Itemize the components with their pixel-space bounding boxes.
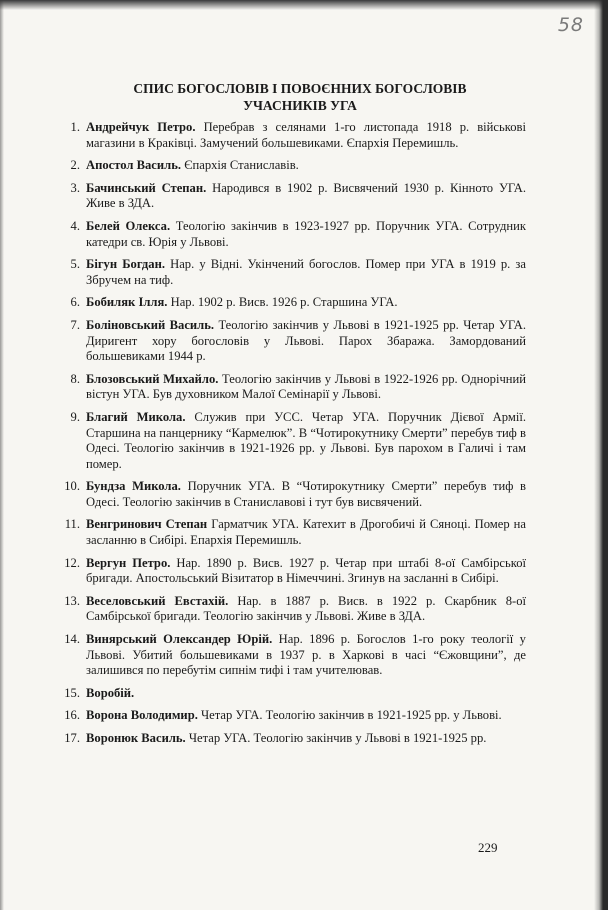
entry-number: 6. xyxy=(70,295,80,310)
entry-name: Бігун Богдан. xyxy=(86,257,165,272)
entry-name: Ворона Володимир. xyxy=(86,708,198,723)
entry-number: 13. xyxy=(64,593,80,608)
entry-text: Нар. 1896 р. Богослов 1-го року теології у Львові. Убитий большевиками в 1937 р. в Харкові в часі “Єжовщини”, де залишився по перебутім сипнім тифі і там учителював. xyxy=(86,632,526,678)
list-item xyxy=(46,632,526,679)
scan-edge-left xyxy=(0,0,4,910)
entry-number: 3. xyxy=(70,180,80,195)
list-item xyxy=(46,181,526,212)
entry-name: Бобиляк Ілля. xyxy=(86,295,168,310)
entry-text: Гарматчик УГА. Катехит в Дрогобичі й Сяноці. Помер на засланню в Сибірі. Епархія Перемишль. xyxy=(86,517,526,548)
entry-number: 17. xyxy=(64,731,80,745)
list-item xyxy=(46,708,526,724)
list-item xyxy=(46,410,526,472)
entry-number: 16. xyxy=(64,708,80,723)
title-line-2: УЧАСНИКІВ УГА xyxy=(243,98,357,113)
entry-name: Воробій. xyxy=(86,685,135,700)
entry-name: Веселовський Евстахій. xyxy=(86,593,229,608)
entry-text: Нар. 1890 р. Висв. 1927 р. Четар при штабі 8-ої Самбірської бригади. Апостольський Візитатор в Німеччині. Згинув на засланні в Сибірі. xyxy=(86,555,526,586)
entry-name: Венгринович Степан xyxy=(86,517,208,532)
list-item xyxy=(46,594,526,625)
entry-text: Служив при УСС. Четар УГА. Поручник Дієвої Армії. Старшина на панцернику “Кармелюк”. В “Чотирокутнику Смерти” перебув тиф в Одесі. Теологію закінчив в 1921-1926 рр. у Львові. Був парохом в Галичі і там помер. xyxy=(86,409,526,471)
list-item xyxy=(46,158,526,174)
entry-text: Теологію закінчив в 1923-1927 рр. Поручник УГА. Сотрудник катедри св. Юрія у Львові. xyxy=(86,218,526,249)
page-number: 229 xyxy=(478,840,498,855)
list-item xyxy=(46,731,526,747)
entry-number: 1. xyxy=(70,120,80,134)
list-item xyxy=(46,257,526,288)
entry-name: Блозовський Михайло. xyxy=(86,371,219,386)
list-item xyxy=(46,556,526,587)
entry-name: Андрейчук Петро. xyxy=(86,120,196,134)
entry-name: Вергун Петро. xyxy=(86,555,171,570)
entry-name: Бачинський Степан. xyxy=(86,180,207,195)
entry-text: Теологію закінчив у Львові в 1922-1926 рр. Однорічний вістун УГА. Був духовником Малої Семінарії у Львові. xyxy=(86,371,527,402)
entry-name: Винярський Олександер Юрій. xyxy=(86,632,273,647)
list-item xyxy=(46,295,526,311)
title-line-1: СПИС БОГОСЛОВІВ І ПОВОЄННИХ БОГОСЛОВІВ xyxy=(133,81,467,96)
entry-text: Нар. у Відні. Укінчений богослов. Помер при УГА в 1919 р. за Збручем на тиф. xyxy=(86,257,526,287)
entry-number: 12. xyxy=(64,555,80,570)
entry-number: 10. xyxy=(64,479,80,494)
entry-list xyxy=(46,120,526,754)
list-item xyxy=(46,517,526,548)
scan-edge-right xyxy=(594,0,608,910)
entry-text: Єпархія Станиславів. xyxy=(184,158,299,173)
entry-number: 8. xyxy=(70,371,80,386)
entry-text: Народився в 1902 р. Висвячений 1930 р. Кінното УГА. Живе в ЗДА. xyxy=(86,180,527,211)
entry-number: 5. xyxy=(70,257,80,272)
handwritten-page-number: 58 xyxy=(557,14,584,36)
list-item xyxy=(46,372,526,403)
entry-text: Нар. в 1887 р. Висв. в 1922 р. Скарбник 8-ої Самбірської бригади. Теологію закінчив у Львові. Живе в ЗДА. xyxy=(86,593,526,624)
list-item xyxy=(46,318,526,365)
entry-name: Апостол Василь. xyxy=(86,158,182,173)
entry-text: Нар. 1902 р. Висв. 1926 р. Старшина УГА. xyxy=(170,295,398,310)
entry-number: 9. xyxy=(70,409,80,424)
list-item xyxy=(46,219,526,250)
entry-name: Бундза Микола. xyxy=(86,479,181,494)
entry-name: Боліновський Василь. xyxy=(86,317,215,332)
scan-edge-top xyxy=(0,0,608,10)
entry-name: Благий Микола. xyxy=(86,409,186,424)
entry-number: 7. xyxy=(70,317,80,332)
entry-number: 2. xyxy=(70,158,80,173)
entry-name: Белей Олекса. xyxy=(86,218,171,233)
list-item xyxy=(46,686,526,702)
entry-text: Четар УГА. Теологію закінчив в 1921-1925 рр. у Львові. xyxy=(201,708,502,723)
entry-number: 14. xyxy=(64,632,80,647)
entry-text: Поручник УГА. В “Чотирокутнику Смерти” перебув тиф в Одесі. Теологію закінчив в Станиславові і тут був висвячений. xyxy=(86,479,526,509)
entry-number: 15. xyxy=(64,685,80,700)
page-title xyxy=(70,80,530,114)
entry-text: Четар УГА. Теологію закінчив у Львові в 1921-1925 рр. xyxy=(188,731,487,745)
entry-text: Теологію закінчив у Львові в 1921-1925 рр. Четар УГА. Диригент хору богословів у Львові. Парох Збаража. Замордований большевиками 1944 р. xyxy=(86,317,526,364)
list-item xyxy=(46,479,526,510)
entry-number: 4. xyxy=(70,218,80,233)
entry-number: 11. xyxy=(64,517,80,532)
entry-name: Воронюк Василь. xyxy=(86,731,186,745)
entry-text: Перебрав з селянами 1-го листопада 1918 р. військові магазини в Краківці. Замучений большевиками. Єпархія Перемишль. xyxy=(86,120,526,150)
list-item xyxy=(46,120,526,151)
